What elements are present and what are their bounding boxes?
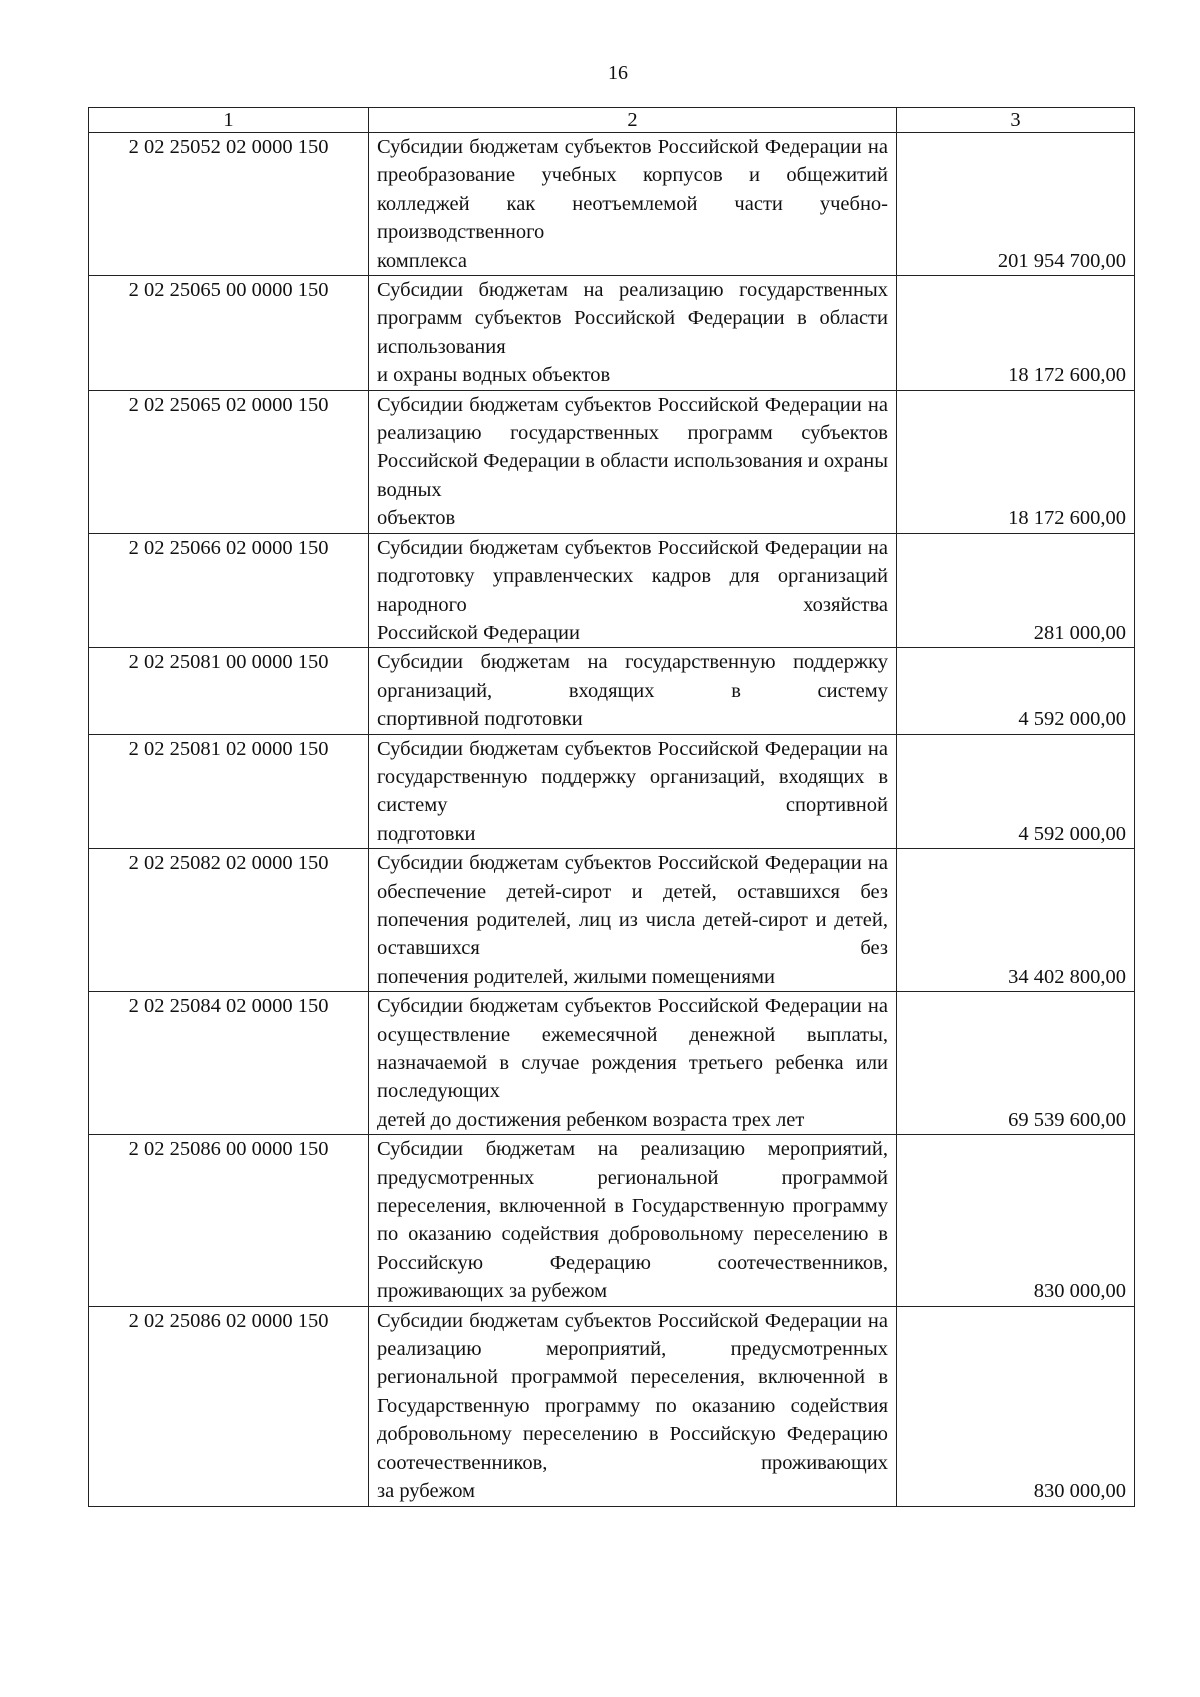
description-cell — [369, 648, 897, 734]
description-text: Субсидии бюджетам субъектов Российской Федерации на осуществление ежемесячной денежной выплаты, назначаемой в случае рождения третьего ребенка или последующих — [377, 995, 888, 1103]
column-header-code: 1 — [89, 108, 369, 133]
description-cell — [369, 1135, 897, 1306]
amount-cell: 830 000,00 — [897, 1306, 1135, 1506]
description-text: Субсидии бюджетам субъектов Российской Федерации на реализацию мероприятий, предусмотренных региональной программой переселения, включенной в Государственную программу по оказанию содействия добровольному переселению в Российскую Федерацию соотечественников, проживающих — [377, 1309, 888, 1474]
budget-code-cell: 2 02 25082 02 0000 150 — [89, 849, 369, 992]
amount-cell: 18 172 600,00 — [897, 276, 1135, 391]
description-text: Субсидии бюджетам на реализацию мероприятий, предусмотренных региональной программой переселения, включенной в Государственную программу по оказанию содействия добровольному переселению в Российскую Федерацию соотечественников, — [377, 1138, 888, 1274]
description-last-line: детей до достижения ребенком возраста трех лет — [377, 1108, 805, 1131]
table-row — [89, 133, 1135, 276]
amount-cell: 4 592 000,00 — [897, 648, 1135, 734]
description-cell — [369, 849, 897, 992]
description-text: Субсидии бюджетам на государственную поддержку организаций, входящих в систему — [377, 651, 888, 702]
budget-code-cell: 2 02 25065 02 0000 150 — [89, 390, 369, 533]
budget-code-cell: 2 02 25066 02 0000 150 — [89, 533, 369, 648]
table-row — [89, 992, 1135, 1135]
description-text: Субсидии бюджетам субъектов Российской Федерации на реализацию государственных программ субъектов Российской Федерации в области использования и охраны водных — [377, 393, 888, 501]
table-row — [89, 1306, 1135, 1506]
description-text: Субсидии бюджетам субъектов Российской Федерации на государственную поддержку организаций, входящих в систему спортивной — [377, 737, 888, 817]
budget-table — [88, 107, 1135, 1507]
amount-cell: 69 539 600,00 — [897, 992, 1135, 1135]
amount-cell: 830 000,00 — [897, 1135, 1135, 1306]
amount-cell: 281 000,00 — [897, 533, 1135, 648]
description-last-line: объектов — [377, 507, 456, 530]
column-header-amount: 3 — [897, 108, 1135, 133]
description-text: Субсидии бюджетам субъектов Российской Федерации на подготовку управленческих кадров для организаций народного хозяйства — [377, 536, 888, 616]
table-row — [89, 533, 1135, 648]
description-text: Субсидии бюджетам субъектов Российской Федерации на обеспечение детей-сирот и детей, оставшихся без попечения родителей, лиц из числа детей-сирот и детей, оставшихся без — [377, 852, 888, 960]
table-row — [89, 648, 1135, 734]
description-cell — [369, 533, 897, 648]
description-cell — [369, 276, 897, 391]
description-last-line: спортивной подготовки — [377, 708, 583, 731]
description-last-line: и охраны водных объектов — [377, 364, 611, 387]
budget-code-cell: 2 02 25086 02 0000 150 — [89, 1306, 369, 1506]
description-last-line: проживающих за рубежом — [377, 1280, 608, 1303]
description-text: Субсидии бюджетам на реализацию государственных программ субъектов Российской Федерации в области использования — [377, 279, 888, 358]
table-header-row — [89, 108, 1135, 133]
description-last-line: попечения родителей, жилыми помещениями — [377, 965, 775, 988]
amount-cell: 201 954 700,00 — [897, 133, 1135, 276]
budget-code-cell: 2 02 25065 00 0000 150 — [89, 276, 369, 391]
table-row — [89, 390, 1135, 533]
description-last-line: за рубежом — [377, 1480, 476, 1503]
table-row — [89, 849, 1135, 992]
description-last-line: комплекса — [377, 249, 467, 272]
budget-code-cell: 2 02 25081 00 0000 150 — [89, 648, 369, 734]
column-header-description: 2 — [369, 108, 897, 133]
description-last-line: подготовки — [377, 822, 476, 845]
budget-code-cell: 2 02 25084 02 0000 150 — [89, 992, 369, 1135]
amount-cell: 18 172 600,00 — [897, 390, 1135, 533]
amount-cell: 4 592 000,00 — [897, 734, 1135, 849]
page-number: 16 — [608, 62, 628, 84]
description-cell — [369, 390, 897, 533]
budget-code-cell: 2 02 25086 00 0000 150 — [89, 1135, 369, 1306]
table-row — [89, 276, 1135, 391]
budget-code-cell: 2 02 25081 02 0000 150 — [89, 734, 369, 849]
description-cell — [369, 1306, 897, 1506]
description-last-line: Российской Федерации — [377, 621, 580, 644]
description-cell — [369, 992, 897, 1135]
description-text: Субсидии бюджетам субъектов Российской Федерации на преобразование учебных корпусов и общежитий колледжей как неотъемлемой части учебно-производственного — [377, 136, 888, 244]
description-cell — [369, 734, 897, 849]
table-row — [89, 734, 1135, 849]
budget-code-cell: 2 02 25052 02 0000 150 — [89, 133, 369, 276]
description-cell — [369, 133, 897, 276]
amount-cell: 34 402 800,00 — [897, 849, 1135, 992]
table-row — [89, 1135, 1135, 1306]
